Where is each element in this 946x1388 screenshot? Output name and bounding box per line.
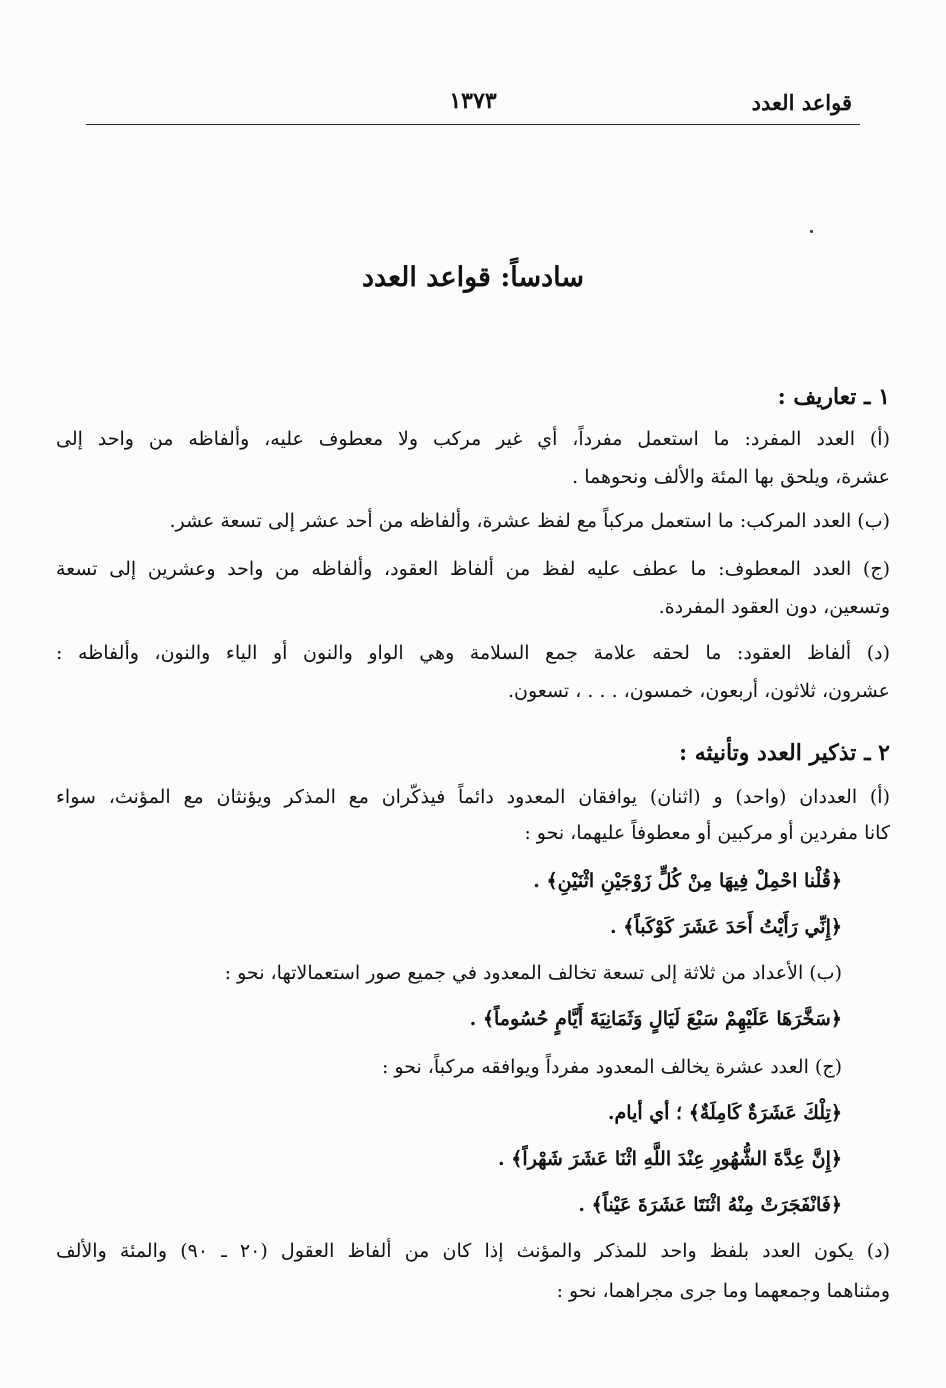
running-header-title: قواعد العدد — [751, 90, 852, 115]
text-line: (ج) العدد المعطوف: ما عطف عليه لفظ من ألفاظ العقود، وألفاظه من واحد وعشرين إلى تسعة — [56, 558, 890, 580]
text-line: ومثناهما وجمعهما وما جرى مجراهما، نحو : — [556, 1280, 890, 1302]
text-line: عشرون، ثلاثون، أربعون، خمسون، . . . ، تسعون. — [507, 680, 890, 702]
verse-line: ﴿إِنَّ عِدَّةَ الشُّهُورِ عِنْدَ اللَّهِ اثْنَا عَشَرَ شَهْراً﴾ . — [498, 1148, 842, 1170]
text-line: (ج) العدد عشرة يخالف المعدود مفرداً ويوافقه مركباً، نحو : — [381, 1056, 842, 1078]
text-line: (أ) العددان (واحد) و (اثنان) يوافقان المعدود دائماً فيذكّران مع المذكر ويؤنثان مع المؤنث، سواء — [56, 786, 890, 808]
text-line: (ب) الأعداد من ثلاثة إلى تسعة تخالف المعدود في جميع صور استعمالاتها، نحو : — [224, 962, 842, 984]
verse-line: ﴿تِلْكَ عَشَرَةٌ كَامِلَةٌ﴾ ؛ أي أيام. — [607, 1102, 842, 1124]
verse-line: ﴿إِنِّي رَأَيْتُ أَحَدَ عَشَرَ كَوْكَباً﴾ . — [610, 916, 842, 938]
section-heading-definitions: ١ ـ تعاريف : — [777, 384, 890, 410]
text-line: (د) ألفاظ العقود: ما لحقه علامة جمع السلامة وهي الواو والنون أو الياء والنون، وألفاظه : — [56, 642, 890, 664]
verse-line: ﴿فَانْفَجَرَتْ مِنْهُ اثْنَتَا عَشَرَةَ عَيْناً﴾ . — [578, 1194, 842, 1216]
text-line: (ب) العدد المركب: ما استعمل مركباً مع لفظ عشرة، وألفاظه من أحد عشر إلى تسعة عشر. — [169, 510, 890, 532]
section-heading-gender: ٢ ـ تذكير العدد وتأنيثه : — [678, 740, 890, 766]
text-line: كانا مفردين أو مركبين أو معطوفاً عليهما، نحو : — [524, 822, 890, 844]
verse-line: ﴿قُلْنا احْمِلْ فِيهَا مِنْ كُلٍّ زَوْجَيْنِ اثْنَيْنِ﴾ . — [533, 870, 842, 892]
speck-mark — [810, 230, 813, 233]
chapter-title: سادساً: قواعد العدد — [361, 262, 585, 293]
text-line: (أ) العدد المفرد: ما استعمل مفرداً، أي غير مركب ولا معطوف عليه، وألفاظه من واحد إلى — [56, 428, 890, 450]
text-line: (د) يكون العدد بلفظ واحد للمذكر والمؤنث إذا كان من ألفاظ العقول (٢٠ ـ ٩٠) والمئة والألف — [56, 1240, 890, 1262]
page-number: ١٣٧٣ — [449, 88, 497, 114]
text-line: وتسعين، دون العقود المفردة. — [658, 596, 890, 618]
verse-line: ﴿سَخَّرَهَا عَلَيْهِمْ سَبْعَ لَيَالٍ وَثَمَانِيَةَ أَيَّامٍ حُسُوماً﴾ . — [469, 1008, 842, 1030]
running-header — [86, 84, 860, 125]
text-line: عشرة، ويلحق بها المئة والألف ونحوهما . — [572, 466, 890, 488]
